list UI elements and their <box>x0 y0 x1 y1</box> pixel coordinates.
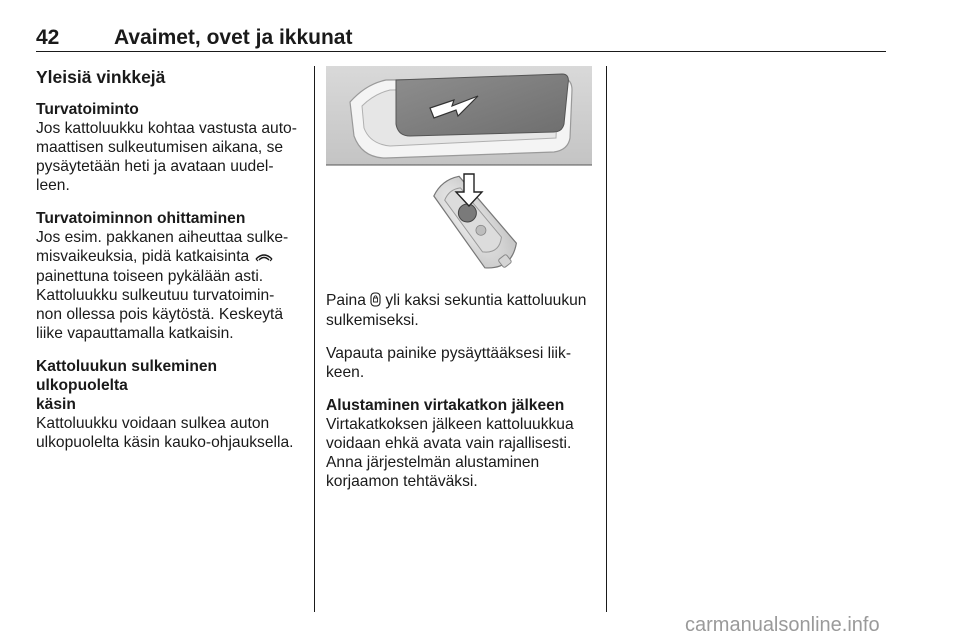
column-divider-right <box>606 66 607 612</box>
safety-function-text <box>36 119 304 195</box>
remote-close-text <box>36 414 304 452</box>
watermark: carmanualsonline.info <box>685 614 880 636</box>
text-line: Jos kattoluukku kohtaa vastusta auto- <box>36 120 297 137</box>
text-line: käsin <box>36 396 76 413</box>
override-text <box>36 228 304 343</box>
text-line: misvaikeuksia, pidä katkaisinta <box>36 248 250 265</box>
sunroof-switch-icon <box>254 250 274 265</box>
section-heading: Yleisiä vinkkejä <box>36 67 166 87</box>
text-line: non ollessa pois käytöstä. Keskeytä <box>36 306 284 323</box>
text-line: voidaan ehkä avata vain rajallisesti. <box>326 435 572 452</box>
press-instruction <box>326 291 598 330</box>
text-line: Kattoluukku sulkeutuu turvatoimin- <box>36 287 275 304</box>
text-line: Jos esim. pakkanen aiheuttaa sulke- <box>36 229 289 246</box>
right-column <box>326 291 598 505</box>
text-line: pysäytetään heti ja avataan uudel- <box>36 158 274 175</box>
sunroof-key-illustration <box>326 66 592 278</box>
remote-close-title <box>36 357 304 414</box>
text-line: leen. <box>36 177 70 194</box>
text-line: Kattoluukku voidaan sulkea auton <box>36 415 270 432</box>
page-header <box>36 26 886 52</box>
text-line: korjaamon tehtäväksi. <box>326 473 478 490</box>
column-divider-left <box>314 66 315 612</box>
text-line: Virtakatkoksen jälkeen kattoluukkua <box>326 416 574 433</box>
reset-title: Alustaminen virtakatkon jälkeen <box>326 397 565 414</box>
text-line: keen. <box>326 364 365 381</box>
left-column <box>36 66 304 466</box>
key-lock-button-icon <box>370 294 385 309</box>
text-line: Kattoluukun sulkeminen ulkopuolelta <box>36 358 218 394</box>
chapter-title: Avaimet, ovet ja ikkunat <box>114 26 353 49</box>
override-title: Turvatoiminnon ohittaminen <box>36 210 246 227</box>
text-line: Paina <box>326 292 366 309</box>
text-line: painettuna toiseen pykälään asti. <box>36 268 264 285</box>
text-line: Vapauta painike pysäyttääksesi liik- <box>326 345 572 362</box>
text-line: yli kaksi sekuntia kattoluukun <box>385 292 587 309</box>
header-rule <box>36 51 886 52</box>
text-line: sulkemiseksi. <box>326 312 419 329</box>
safety-function-title: Turvatoiminto <box>36 101 139 118</box>
text-line: ulkopuolelta käsin kauko-ohjauksella. <box>36 434 294 451</box>
release-instruction <box>326 344 598 382</box>
text-line: liike vapauttamalla katkaisin. <box>36 325 234 342</box>
page-number: 42 <box>36 26 60 49</box>
text-line: maattisen sulkeutumisen aikana, se <box>36 139 284 156</box>
text-line: Anna järjestelmän alustaminen <box>326 454 540 471</box>
reset-text <box>326 415 598 491</box>
